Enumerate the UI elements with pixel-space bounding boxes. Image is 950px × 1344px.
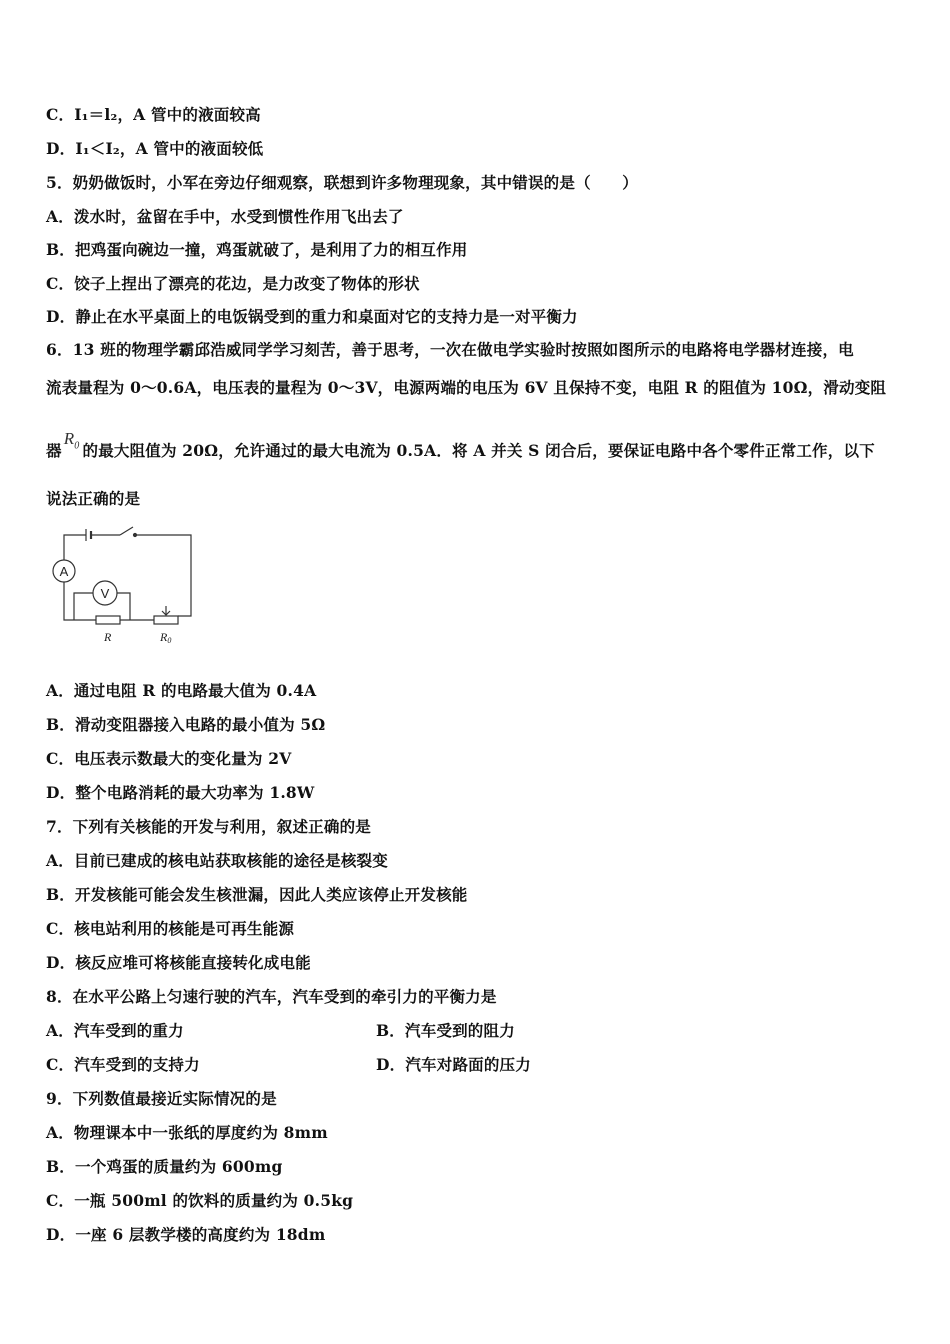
q8-option-c: C．汽车受到的支持力: [46, 1055, 200, 1074]
q9-option-d: D．一座 6 层教学楼的高度约为 18dm: [46, 1225, 326, 1244]
q5-option-d: D．静止在水平桌面上的电饭锅受到的重力和桌面对它的支持力是一对平衡力: [46, 307, 578, 326]
q8-option-b: B．汽车受到的阻力: [376, 1021, 515, 1040]
q6-stem-line-1: 6．13 班的物理学霸邱浩威同学学习刻苦，善于思考，一次在做电学实验时按照如图所示的电路将电学器材连接，电: [46, 340, 854, 359]
q7-option-b: B．开发核能可能会发生核泄漏，因此人类应该停止开发核能: [46, 885, 468, 904]
q6-stem-line-3-post: 的最大阻值为 20Ω，允许通过的最大电流为 0.5A．将 A 并关 S 闭合后，要保证电路中各个零件正常工作，以下: [82, 441, 875, 460]
resistor-r-label: R: [104, 630, 112, 644]
q7-option-a: A．目前已建成的核电站获取核能的途径是核裂变: [46, 851, 388, 870]
wire-left: [64, 582, 96, 620]
q6-option-c: C．电压表示数最大的变化量为 2V: [46, 749, 292, 768]
rheostat-r0: [154, 616, 178, 624]
circuit-diagram: [46, 520, 196, 645]
wire-top-left: [64, 535, 86, 560]
q7-option-c: C．核电站利用的核能是可再生能源: [46, 919, 295, 938]
switch-lever: [120, 527, 133, 535]
rheostat-r0-label: R0: [160, 630, 172, 645]
q6-option-b: B．滑动变阻器接入电路的最小值为 5Ω: [46, 715, 326, 734]
q9-option-b: B．一个鸡蛋的质量约为 600mg: [46, 1157, 283, 1176]
q5-option-a: A．泼水时，盆留在手中，水受到惯性作用飞出去了: [46, 207, 404, 226]
voltmeter-label: V: [100, 586, 110, 601]
wire-voltmeter-left: [74, 593, 93, 620]
q6-option-d: D．整个电路消耗的最大功率为 1.8W: [46, 783, 315, 802]
q9-stem: 9．下列数值最接近实际情况的是: [46, 1089, 277, 1108]
q5-option-b: B．把鸡蛋向碗边一撞，鸡蛋就破了，是利用了力的相互作用: [46, 240, 468, 259]
q6-stem-line-4: 说法正确的是: [46, 489, 141, 508]
q8-option-a: A．汽车受到的重力: [46, 1021, 184, 1040]
q6-stem-line-2: 流表量程为 0～0.6A，电压表的量程为 0～3V，电源两端的电压为 6V 且保持不变，电阻 R 的阻值为 10Ω，滑动变阻: [46, 378, 887, 397]
q9-option-c: C．一瓶 500ml 的饮料的质量约为 0.5kg: [46, 1191, 354, 1210]
q7-option-d: D．核反应堆可将核能直接转化成电能: [46, 953, 311, 972]
q7-stem: 7．下列有关核能的开发与利用，叙述正确的是: [46, 817, 371, 836]
q5-stem: 5．奶奶做饭时，小军在旁边仔细观察，联想到许多物理现象，其中错误的是（ ）: [46, 173, 638, 192]
wire-right: [135, 535, 191, 616]
q6-stem-line-3-pre: 器: [46, 441, 62, 460]
q6-option-a: A．通过电阻 R 的电路最大值为 0.4A: [46, 681, 317, 700]
q5-option-c: C．饺子上捏出了漂亮的花边，是力改变了物体的形状: [46, 274, 420, 293]
resistor-r: [96, 616, 120, 624]
ammeter-label: A: [59, 564, 69, 579]
q8-option-d: D．汽车对路面的压力: [376, 1055, 531, 1074]
q4-option-c: C．I₁＝l₂，A 管中的液面较高: [46, 105, 261, 124]
q9-option-a: A．物理课本中一张纸的厚度约为 8mm: [46, 1123, 328, 1142]
q4-option-d: D．I₁＜I₂，A 管中的液面较低: [46, 139, 264, 158]
q8-stem: 8．在水平公路上匀速行驶的汽车，汽车受到的牵引力的平衡力是: [46, 987, 497, 1006]
q6-stem-line-3: [46, 429, 875, 461]
r0-symbol: $R_0$: [63, 429, 80, 452]
